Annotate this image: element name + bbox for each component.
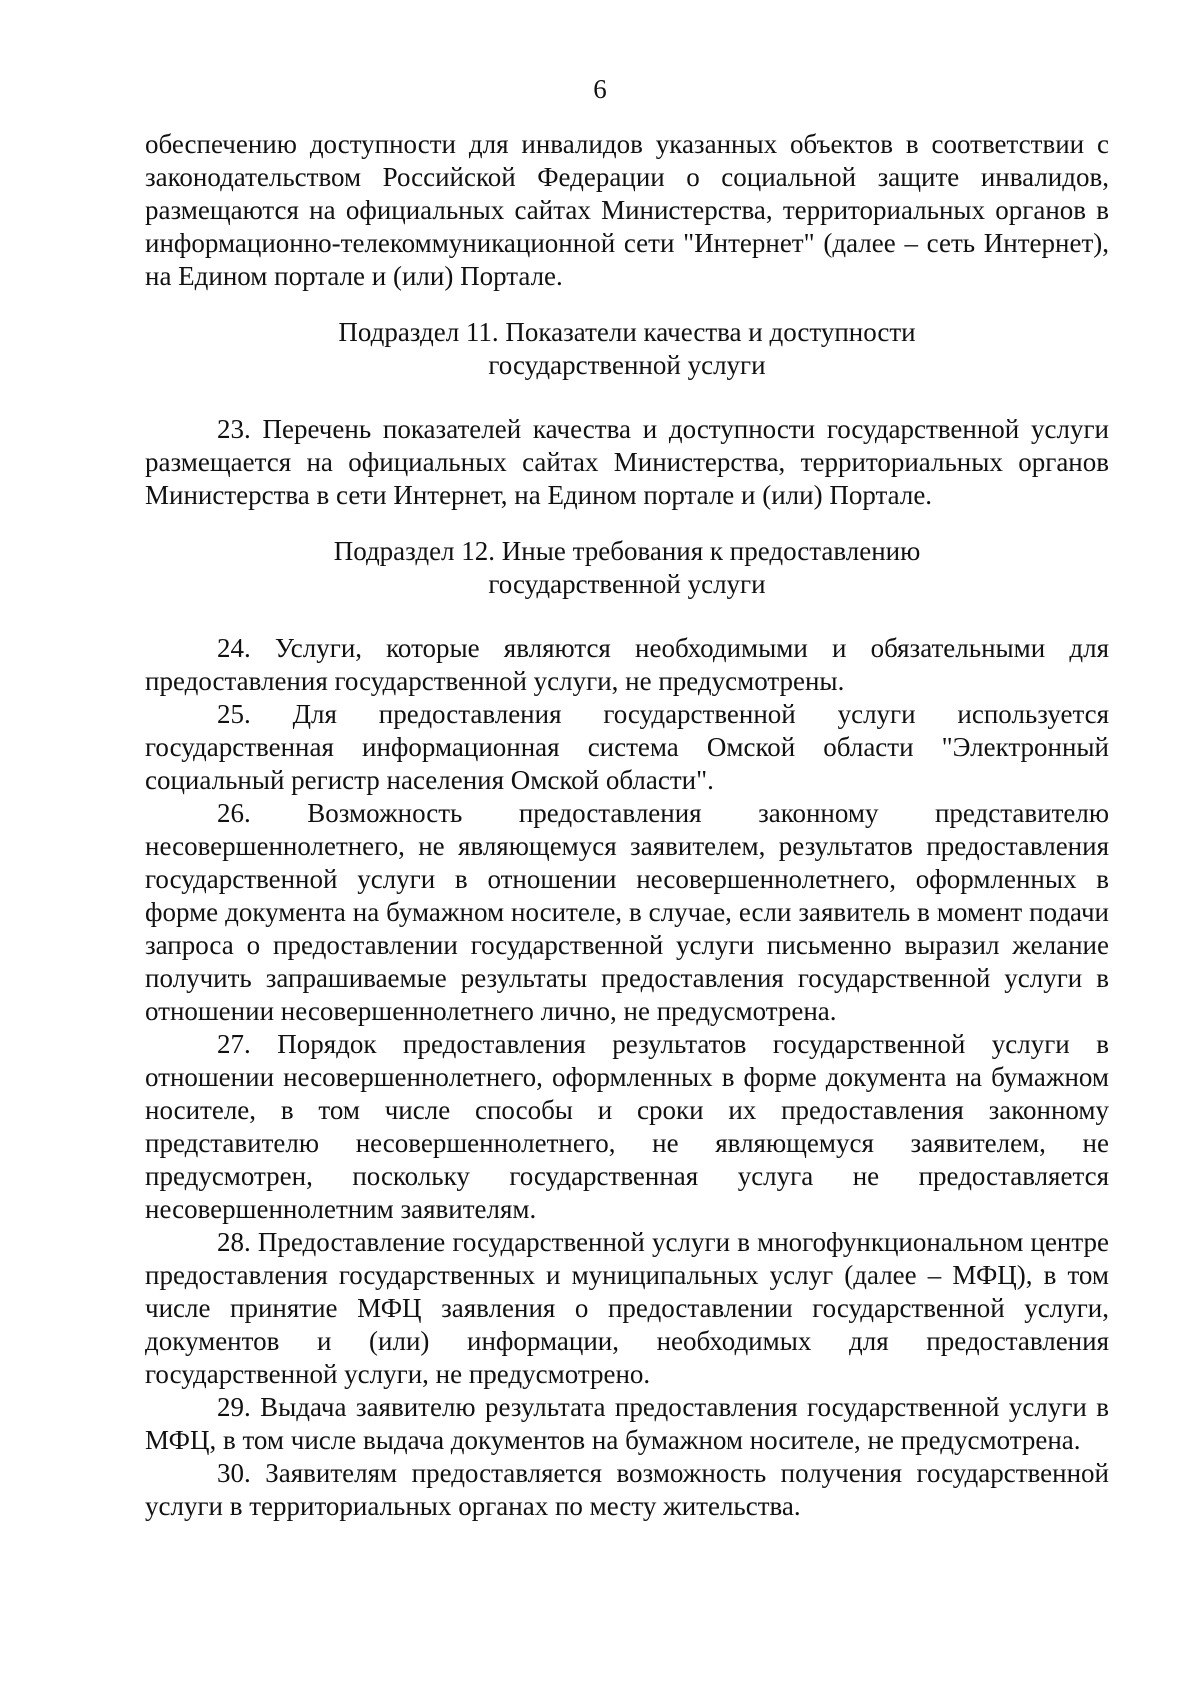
paragraph-24: 24. Услуги, которые являются необходимыми и обязательными для предоставления государственной услуги, не предусмотрены. (145, 633, 1109, 696)
paragraph-23: 23. Перечень показателей качества и доступности государственной услуги размещается на официальных сайтах Министерства, территориальных органов Министерства в сети Интернет, на Едином портале и (или) Портале. (145, 414, 1109, 510)
subsection-11-title: Подраздел 11. Показатели качества и доступности (338, 317, 916, 347)
paragraph-25: 25. Для предоставления государственной услуги используется государственная информационная система Омской области "Электронный социальный регистр населения Омской области". (145, 699, 1109, 795)
subsection-12-title: Подраздел 12. Иные требования к предоставлению (333, 536, 921, 566)
page-number: 6 (593, 74, 607, 104)
paragraph-27: 27. Порядок предоставления результатов государственной услуги в отношении несовершеннолетнего, оформленных в форме документа на бумажном носителе, в том числе способы и сроки их предоставления законному представителю несовершеннолетнего, не являющемуся заявителем, не предусмотрен, поскольку государственная услуга не предоставляется несовершеннолетним заявителям. (145, 1029, 1109, 1224)
document-body (145, 128, 1109, 1523)
paragraph-28: 28. Предоставление государственной услуги в многофункциональном центре предоставления государственных и муниципальных услуг (далее – МФЦ), в том числе принятие МФЦ заявления о предоставлении государственной услуги, документов и (или) информации, необходимых для предоставления государственной услуги, не предусмотрено. (145, 1227, 1109, 1389)
paragraph-30: 30. Заявителям предоставляется возможность получения государственной услуги в территориальных органах по месту жительства. (145, 1458, 1109, 1521)
subsection-12-heading (145, 535, 1109, 601)
subsection-11-heading (145, 316, 1109, 382)
paragraph-26: 26. Возможность предоставления законному представителю несовершеннолетнего, не являющемуся заявителем, результатов предоставления государственной услуги в отношении несовершеннолетнего, оформленных в форме документа на бумажном носителе, в случае, если заявитель в момент подачи запроса о предоставлении государственной услуги письменно выразил желание получить запрашиваемые результаты предоставления государственной услуги в отношении несовершеннолетнего лично, не предусмотрена. (145, 798, 1109, 1026)
intro-paragraph: обеспечению доступности для инвалидов указанных объектов в соответствии с законодательством Российской Федерации о социальной защите инвалидов, размещаются на официальных сайтах Министерства, территориальных органов в информационно-телекоммуникационной сети "Интернет" (далее – сеть Интернет), на Едином портале и (или) Портале. (145, 129, 1109, 291)
subsection-11-subtitle: государственной услуги (488, 350, 766, 380)
paragraph-29: 29. Выдача заявителю результата предоставления государственной услуги в МФЦ, в том числе выдача документов на бумажном носителе, не предусмотрена. (145, 1392, 1109, 1455)
subsection-12-subtitle: государственной услуги (488, 569, 766, 599)
